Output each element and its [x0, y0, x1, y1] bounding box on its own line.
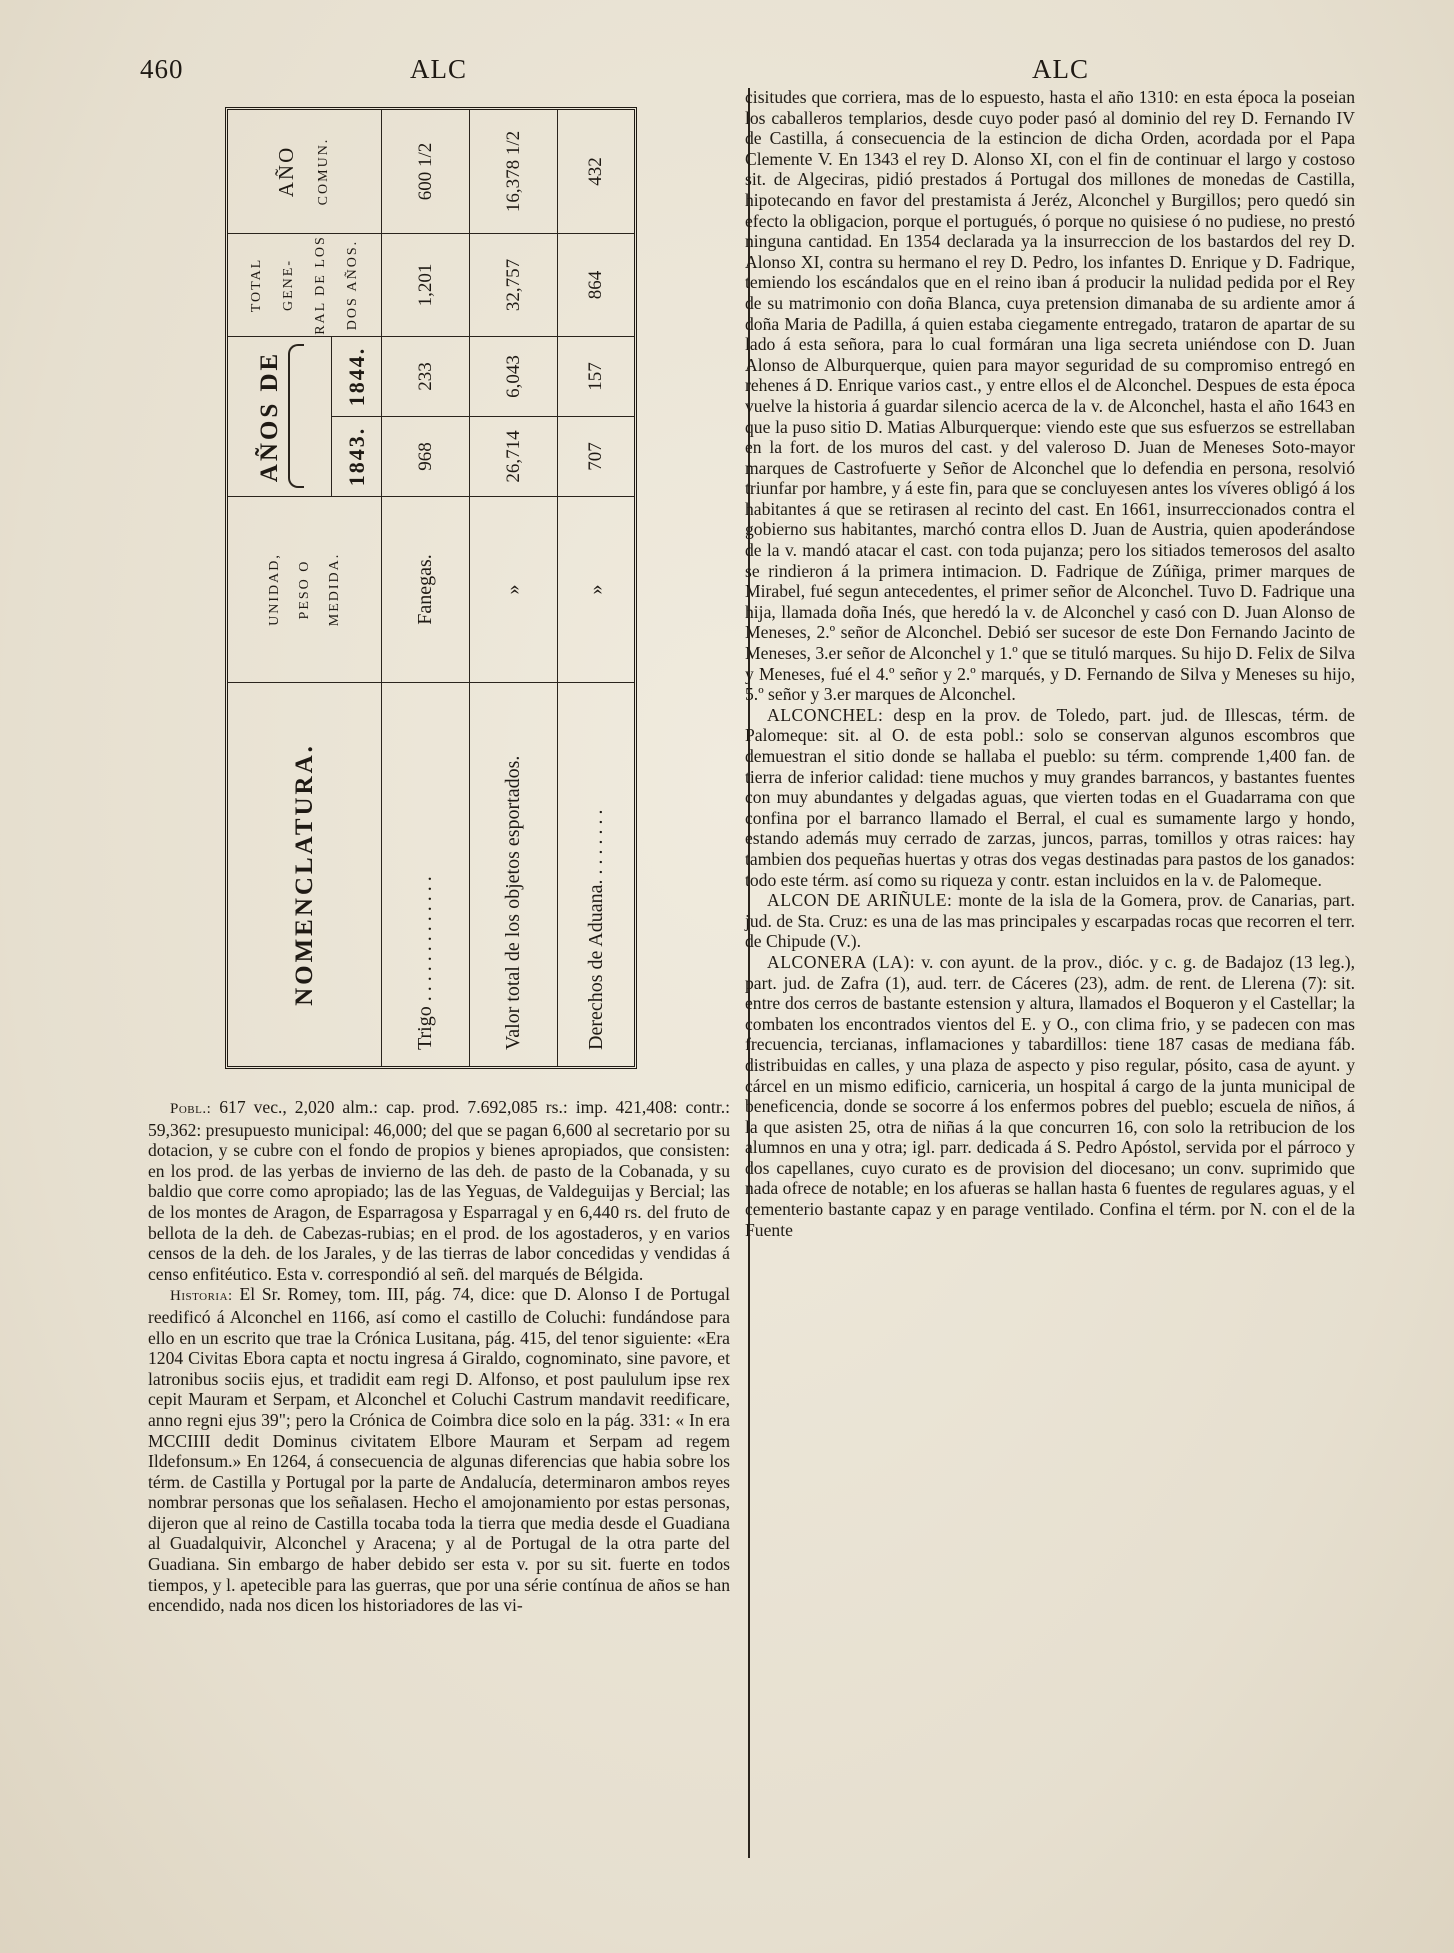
right-running-head: ALC: [1032, 54, 1089, 84]
row-trigo-label: Trigo . . . . . . . . . . . . .: [382, 682, 470, 1066]
col-header-total: [228, 233, 382, 336]
col-header-total-line3: DOS AÑOS.: [344, 239, 360, 331]
row-trigo-total: 1,201: [382, 233, 470, 336]
row-trigo-comun: 600 1/2: [382, 110, 470, 233]
row-trigo-1844: 233: [382, 336, 470, 416]
historia-paragraph: [148, 1284, 730, 1616]
row-valor-comun: 16,378 1/2: [470, 110, 558, 233]
row-derechos-unit: »: [558, 496, 634, 682]
right-column: [745, 87, 1355, 1240]
entry-alconera-text: v. con ayunt. de la prov., dióc. y c. g. de Badajoz (13 leg.), part. jud. de Zafra (1), aud. terr. de Cáceres (23), adm. de rent. de Llerena (7): sit. entre dos cerros de bastante estension y altura, llamados el Boqueron y el Castellar; la combaten los encontrados vientos del E. y O., con clima frio, y se padecen con mas frecuencia, tercianas, inflamaciones y tabardillos: tiene 187 casas de mediana fáb. distribuidas en calles, y una plaza de aspecto y piso regular, pósito, casa de ayunt. y cárcel en un mismo edificio, carniceria, un hospital á cargo de la junta municipal de beneficencia, donde se socorre á los enfermos pobres del pueblo; escuela de niños, á la que asisten 25, otra de niñas á la que concurren 16, con solo la retribucion de los alumnos en una y otra; igl. parr. dedicada á S. Pedro Apóstol, servida por el párroco y dos capellanes, cuyo curato es de provision del diocesano; un conv. suprimido que nada ofrece de notable; en los afueras se hallan hasta 6 fuentes de regulares aguas, y el cementerio bastante capaz y en parage ventilado. Confina el térm. por N. con el de la Fuente: [745, 951, 1355, 1240]
export-table-grid: [228, 110, 634, 1066]
right-paragraph-continuation: cisitudes que corriera, mas de lo espuesto, hasta el año 1310: en esta época la poseian los caballeros templarios, desde cuyo poder pasó al dominio del rey D. Fernando IV de Castilla, á consecuencia de la estincion de dicha Orden, acordada por el Papa Clemente V. En 1343 el rey D. Alonso XI, con el fin de continuar el largo y costoso sit. de Algeciras, pidió prestados á Portugal dos millones de monedas de Castilla, hipotecando en favor del prestamista á Jeréz, Alconchel y Burgillos; pero quedó sin efecto la obligacion, porque el portugués, ó porque no quisiese ó no pudiese, no prestó ninguna cantidad. En 1354 declarada ya la insurreccion de los bastardos del rey D. Alonso XI, contra su hermano el rey D. Pedro, los infantes D. Enrique y D. Fadrique, temiendo los escándalos que en el reino iban á producir la nulidad pedida por el Rey de su matrimonio con doña Blanca, cuya pretension dimanaba de su ardiente amor á doña Maria de Padilla, á quien estaba ciegamente entregado, trataron de apartar de su lado á esta señora, para lo cual formáran una liga secreta uniéndose con D. Juan Alonso de Alburquerque, quien para mayor seguridad de su compromiso entregó en rehenes á D. Enrique varios cast., y entre ellos el de Alconchel. Despues de esta época vuelve la historia á guardar silencio acerca de la v. de Alconchel, hasta el año 1643 en que la puso sitio D. Matias Alburquerque: viendo este que sus esfuerzos se estrellaban en la fort. de los muros del cast. y del valeroso D. Juan de Meneses Soto-mayor marques de Castrofuerte y Señor de Alconchel que lo defendia en persona, resolvió triunfar por hambre, y á este fin, para que se concluyesen antes los víveres obligó á los habitantes á que se retirasen al recinto del cast. En 1661, insurreccionados contra el gobierno sus habitantes, marchó contra ellos D. Juan de Austria, quien apoderándose de la v. mandó atacar el cast. con toda pujanza; pero los sitiados temerosos del asalto se rindieron á la primera intimacion. D. Fadrique de Zúñiga, primer marques de Mirabel, fué segun antecedentes, el primer señor de Alconchel. Tuvo D. Fadrique una hija, llamada doña Inés, que heredó la v. de Alconchel y casó con D. Juan Alonso de Meneses, 2.º señor de Alconchel. Debió ser sucesor de este Don Fernando Jacinto de Meneses, 3.er señor de Alconchel y 1.º que se tituló marques. Su hijo D. Felix de Silva y Meneses, fué el 4.º señor y 2.º marqués, y D. Fernando de Silva y Meneses su hijo, 5.º señor y 3.er marques de Alconchel.: [745, 87, 1355, 705]
col-header-comun: COMUN.: [315, 137, 331, 206]
entry-alconchel-toledo-text: desp en la prov. de Toledo, part. jud. de Illescas, térm. de Palomeque: sit. al O. de esta pobl.: solo se conservan algunos escombros que demuestran el sitio donde se hallaba el pueblo: su térm. comprende 1,400 fan. de tierra de inferior calidad: tiene muchos y muy grandes barrancos, y bastantes fuentes con muy abundantes y delgadas aguas, que vierten todas en el Guadarrama con que confina por el barranco llamado el Berral, el cual es sumamente largo y hondo, estando además muy cerrado de zarzas, juncos, parras, tomillos y otras raices: hay tambien dos pequeñas huertas y otras dos vegas destinadas para pastos de los ganados: todo este térm. así como su riqueza y contr. estan incluidos en la v. de Palomeque.: [745, 704, 1355, 890]
entry-alcon-de-arinule: [745, 890, 1355, 952]
row-valor-1844: 6,043: [470, 336, 558, 416]
col-header-1844: 1844.: [332, 336, 382, 416]
entry-alconchel-toledo-title: ALCONCHEL:: [767, 704, 884, 725]
pobl-paragraph: [148, 1097, 730, 1284]
col-header-1843: 1843.: [332, 416, 382, 496]
row-derechos-1844: 157: [558, 336, 634, 416]
export-table: [225, 107, 637, 1069]
entry-alcon-de-arinule-title: ALCON DE ARIÑULE:: [767, 890, 953, 911]
col-header-unidad-line1: UNIDAD,: [266, 553, 282, 626]
historia-text: El Sr. Romey, tom. III, pág. 74, dice: que D. Alonso I de Portugal reedificó á Alconchel en 1166, así como el castillo de Coluchi: fundándose para ello en un escrito que trae la Crónica Lusitana, pág. 415, del tenor siguiente: «Era 1204 Civitas Ebora capta et noctu ingresa á Giraldo, cognominato, sine pavore, et latronibus sociis ejus, et tradidit eam regi D. Alfonso, et post paululum ipse rex cepit Mauram et Serpam, et Alconchel et Coluchi Castrum mandavit reedificare, anno regni ejus 39"; pero la Crónica de Coimbra dice solo en la pág. 331: « In era MCCIIII dedit Dominus civitatem Elbore Mauram et Serpam ad regem Ildefonsum.» En 1264, á consecuencia de algunas diferencias que habia sobre los térm. de Castilla y Portugal por la parte de Andalucía, determinaron ambos reyes nombrar personas que los señalasen. Hecho el amojonamiento por estas personas, dijeron que al reino de Castilla tocaba toda la tierra que media desde el Guadiana al Guadalquivir, Alconchel y Aracena; y al de Portugal de la otra parte del Guadiana. Sin embargo de haber debido ser esta v. por su sit. fuerte en todos tiempos, y l. apetecible para las guerras, que por una série contínua de años se han encendido, nada nos dicen los historiadores de las vi-: [148, 1284, 730, 1616]
row-derechos-total: 864: [558, 233, 634, 336]
entry-alcon-de-arinule-text: monte de la isla de la Gomera, prov. de Canarias, part. jud. de Sta. Cruz: es una de las mas principales y escarpadas rocas que recorren el terr. de Chipude (V.).: [745, 890, 1355, 952]
col-header-anio-comun: [228, 110, 382, 233]
pobl-text: 617 vec., 2,020 alm.: cap. prod. 7.692,085 rs.: imp. 421,408: contr.: 59,362: presupuesto municipal: 46,000; del que se pagan 6,600 al secretario por su dotacion, y se cubre con el fondo de propios y bienes apropiados, que consisten: en los prod. de las yerbas de invierno de las deh. de pasto de la Cobanada, y su baldio que corre como apropiado; las de las Yeguas, de Valdeguijas y Bercial; las de los montes de Aragon, de Esparragosa y Esparragal y en 6,440 rs. del fruto de bellota de la deh. de Cabezas-rubias; en el prod. de los agostaderos, y en varios censos de la deh. de los Jarales, y de las tierras de labor concedidas y vendidas á censo enfitéutico. Esta v. correspondió al señ. del marqués de Bélgida.: [148, 1097, 730, 1284]
left-running-head: ALC: [410, 54, 467, 84]
row-trigo-unit: Fanegas.: [382, 496, 470, 682]
row-valor-label: Valor total de los objetos esportados.: [470, 682, 558, 1066]
col-header-anios-de-label: AÑOS DE: [255, 350, 283, 483]
left-column: [148, 1097, 730, 1616]
brace: [288, 345, 304, 489]
col-header-unidad-line3: MEDIDA.: [326, 552, 342, 627]
row-valor-1843: 26,714: [470, 416, 558, 496]
col-header-nomenclatura: NOMENCLATURA.: [228, 682, 382, 1066]
col-header-total-line2: RAL DE LOS: [312, 235, 328, 335]
col-header-anios-de: [228, 336, 332, 496]
row-trigo-1843: 968: [382, 416, 470, 496]
row-valor-unit: »: [470, 496, 558, 682]
entry-alconera-title: ALCONERA (LA):: [767, 951, 916, 972]
historia-label: Historia:: [170, 1288, 233, 1305]
col-header-anio: AÑO: [273, 145, 298, 198]
col-header-unidad-line2: PESO O: [296, 559, 312, 620]
entry-alconera: [745, 952, 1355, 1240]
page-number: 460: [140, 54, 184, 84]
col-header-unidad: [228, 496, 382, 682]
row-derechos-comun: 432: [585, 157, 606, 186]
entry-alconchel-toledo: [745, 705, 1355, 890]
col-header-total-line1: TOTAL GENE-: [248, 257, 296, 313]
row-valor-total: 32,757: [470, 233, 558, 336]
pobl-label: Pobl.:: [170, 1101, 212, 1117]
row-derechos-label: Derechos de Aduana. . . . . . . .: [558, 682, 634, 1066]
row-derechos-1843: 707: [558, 416, 634, 496]
